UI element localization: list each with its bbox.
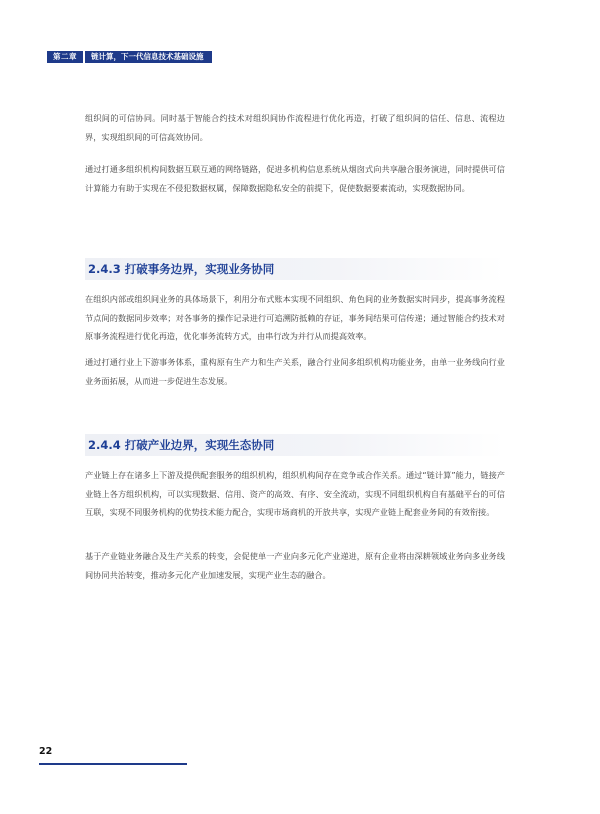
paragraph: 产业链上存在诸多上下游及提供配套服务的组织机构，组织机构间存在竞争或合作关系。通过“链计算”能力，链接产业链上各方组织机构，可以实现数据、信用、资产的高效、有序、安全流动，实现不同组织机构自有基础平台的可信互联，实现不同服务机构的优势技术能力配合，实现市场商机的开放共享，实现产业链上配套业务间的有效衔接。 bbox=[85, 470, 505, 517]
section-heading-2-4-4 bbox=[85, 434, 505, 456]
paragraph: 通过打通行业上下游事务体系，重构原有生产力和生产关系，融合行业间多组织机构功能业务，由单一业务线向行业业务面拓展，从而进一步促进生态发展。 bbox=[85, 357, 505, 386]
section-heading-2-4-3 bbox=[85, 258, 505, 280]
paragraph: 在组织内部或组织间业务的具体场景下，利用分布式账本实现不同组织、角色间的业务数据实时同步，提高事务流程节点间的数据同步效率；对各事务的操作记录进行可追溯防抵赖的存证，事务间结果可信传递；通过智能合约技术对原事务流程进行优化再造，优化事务流转方式，由串行改为并行从而提高效率。 bbox=[85, 294, 505, 341]
section-heading-text: 2.4.3 打破事务边界，实现业务协同 bbox=[88, 262, 275, 276]
page-number: 22 bbox=[39, 746, 53, 757]
paragraph: 组织间的可信协同。同时基于智能合约技术对组织间协作流程进行优化再造，打破了组织间的信任、信息、流程边界，实现组织间的可信高效协同。 bbox=[85, 113, 505, 142]
chapter-label: 第二章 bbox=[47, 51, 83, 63]
section-heading-text: 2.4.4 打破产业边界，实现生态协同 bbox=[88, 438, 275, 452]
chapter-header bbox=[47, 51, 212, 63]
chapter-title: 链计算，下一代信息技术基础设施 bbox=[85, 51, 212, 63]
paragraph: 基于产业链业务融合及生产关系的转变，会促使单一产业向多元化产业递进，原有企业将由深耕领域业务向多业务线间协同共治转变，推动多元化产业加速发展，实现产业生态的融合。 bbox=[85, 551, 505, 580]
footer-rule bbox=[39, 763, 187, 765]
paragraph: 通过打通多组织机构间数据互联互通的网络链路，促进多机构信息系统从烟囱式向共享融合服务演进，同时提供可信计算能力有助于实现在不侵犯数据权属，保障数据隐私安全的前提下，促使数据要素流动，实现数据协同。 bbox=[85, 164, 505, 193]
